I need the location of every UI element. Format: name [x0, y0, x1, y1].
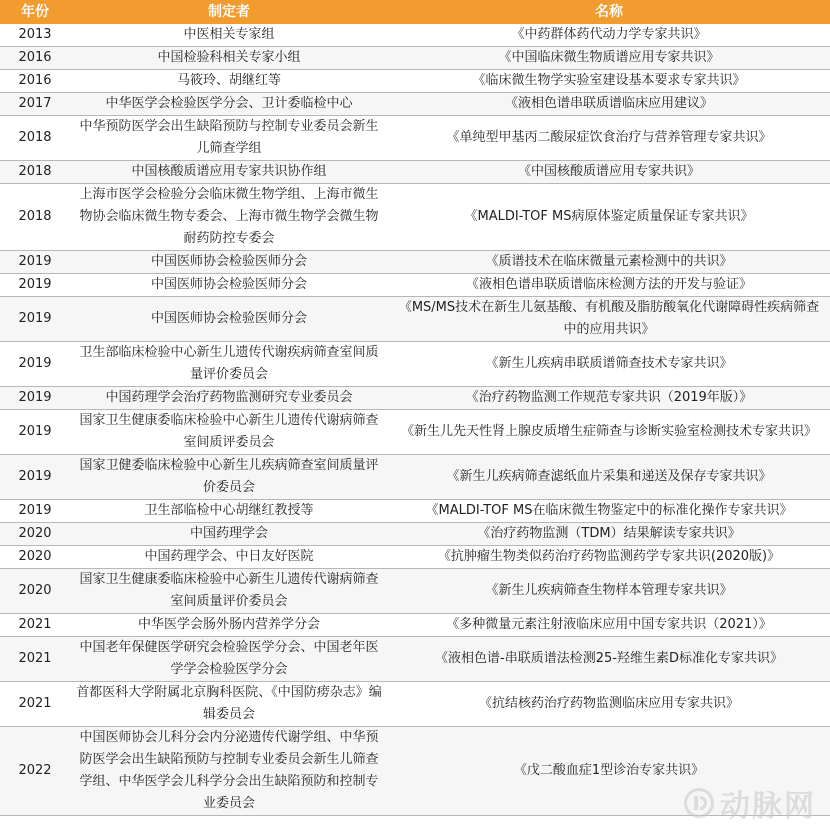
cell-org: 中医相关专家组 — [183, 27, 275, 42]
cell-name: 《液相色谱串联质谱临床检测方法的开发与验证》 — [465, 277, 752, 292]
table-row — [0, 727, 830, 816]
cell-name: 《中国核酸质谱应用专家共识》 — [517, 164, 700, 179]
table-row — [0, 184, 830, 251]
cell-org: 首都医科大学附属北京胸科医院、《中国防痨杂志》编辑委员会 — [76, 685, 382, 722]
table-row — [0, 47, 830, 70]
cell-org: 中国核酸质谱应用专家共识协作组 — [131, 164, 327, 179]
cell-year: 2020 — [18, 549, 52, 564]
table-row — [0, 569, 830, 614]
cell-name: 《抗肿瘤生物类似药治疗药物监测药学专家共识(2020版)》 — [437, 549, 781, 564]
cell-year: 2019 — [18, 356, 52, 371]
header-name: 名称 — [595, 4, 623, 20]
cell-org: 中国医师协会检验医师分会 — [150, 277, 307, 292]
cell-name: 《临床微生物学实验室建设基本要求专家共识》 — [472, 73, 746, 88]
table-row — [0, 251, 830, 274]
table-header — [0, 0, 830, 24]
watermark-text: 动脉网 — [720, 789, 816, 824]
cell-name: 《新生儿疾病串联质谱筛查技术专家共识》 — [485, 356, 733, 371]
cell-year: 2021 — [18, 696, 52, 711]
cell-org: 国家卫生健康委临床检验中心新生儿遗传代谢病筛查室间质量评价委员会 — [79, 572, 379, 609]
table-row — [0, 342, 830, 387]
cell-year: 2019 — [18, 311, 52, 326]
cell-name: 《治疗药物监测（TDM）结果解读专家共识》 — [477, 526, 741, 541]
cell-org: 上海市医学会检验分会临床微生物学组、上海市微生物协会临床微生物专委会、上海市微生物学会微生物耐药防控专委会 — [79, 187, 379, 246]
cell-year: 2019 — [18, 424, 52, 439]
cell-org: 马筱玲、胡继红等 — [176, 73, 281, 88]
cell-name: 《中药群体药代动力学专家共识》 — [511, 27, 707, 42]
cell-name: 《戊二酸血症1型诊治专家共识》 — [513, 763, 705, 778]
cell-year: 2018 — [18, 164, 52, 179]
table-row — [0, 274, 830, 297]
cell-name: 《抗结核药治疗药物监测临床应用专家共识》 — [478, 696, 739, 711]
cell-year: 2018 — [18, 209, 52, 224]
cell-year: 2022 — [18, 763, 52, 778]
cell-name: 《单纯型甲基丙二酸尿症饮食治疗与营养管理专家共识》 — [446, 130, 772, 145]
cell-org: 中国检验科相关专家小组 — [157, 50, 301, 65]
table-row — [0, 24, 830, 47]
cell-name: 《多种微量元素注射液临床应用中国专家共识（2021）》 — [446, 617, 772, 632]
cell-year: 2020 — [18, 583, 52, 598]
cell-year: 2017 — [18, 96, 52, 111]
cell-year: 2019 — [18, 390, 52, 405]
cell-name: 《MALDI-TOF MS病原体鉴定质量保证专家共识》 — [464, 209, 754, 224]
cell-org: 中华预防医学会出生缺陷预防与控制专业委员会新生儿筛查学组 — [79, 119, 379, 156]
table-row — [0, 297, 830, 342]
cell-name: 《新生儿疾病筛查生物样本管理专家共识》 — [485, 583, 733, 598]
table-row — [0, 70, 830, 93]
cell-org: 中国药理学会 — [189, 526, 268, 541]
cell-name: 《新生儿先天性肾上腺皮质增生症筛查与诊断实验室检测技术专家共识》 — [400, 424, 817, 439]
cell-org: 国家卫生健康委临床检验中心新生儿遗传代谢病筛查室间质评委员会 — [79, 413, 379, 450]
table-row — [0, 387, 830, 410]
cell-org: 中国药理学会治疗药物监测研究专业委员会 — [105, 390, 353, 405]
cell-year: 2019 — [18, 469, 52, 484]
table-row — [0, 637, 830, 682]
cell-year: 2013 — [18, 27, 52, 42]
cell-name: 《液相色谱-串联质谱法检测25-羟维生素D标准化专家共识》 — [435, 651, 783, 666]
cell-year: 2018 — [18, 130, 52, 145]
cell-org: 中国医师协会检验医师分会 — [150, 311, 307, 326]
table-row — [0, 161, 830, 184]
cell-name: 《MALDI-TOF MS在临床微生物鉴定中的标准化操作专家共识》 — [425, 503, 793, 518]
cell-year: 2019 — [18, 503, 52, 518]
header-org: 制定者 — [208, 4, 250, 20]
header-year: 年份 — [21, 4, 49, 20]
table-row — [0, 116, 830, 161]
cell-org: 国家卫健委临床检验中心新生儿疾病筛查室间质量评价委员会 — [79, 458, 379, 495]
table-row — [0, 682, 830, 727]
cell-org: 中国医师协会儿科分会内分泌遗传代谢学组、中华预防医学会出生缺陷预防与控制专业委员会新生儿筛查学组、中华医学会儿科学分会出生缺陷预防和控制专业委员会 — [79, 730, 379, 811]
table-row — [0, 500, 830, 523]
cell-year: 2021 — [18, 651, 52, 666]
cell-org: 中国药理学会、中日友好医院 — [144, 549, 314, 564]
cell-year: 2019 — [18, 277, 52, 292]
cell-org: 中华医学会检验医学分会、卫计委临检中心 — [105, 96, 353, 111]
table-row — [0, 410, 830, 455]
cell-name: 《治疗药物监测工作规范专家共识（2019年版）》 — [465, 390, 753, 405]
cell-org: 中国老年保健医学研究会检验医学分会、中国老年医学学会检验医学分会 — [79, 640, 379, 677]
cell-name: 《中国临床微生物质谱应用专家共识》 — [498, 50, 720, 65]
cell-year: 2016 — [18, 73, 52, 88]
table-row — [0, 614, 830, 637]
cell-year: 2021 — [18, 617, 52, 632]
cell-org: 卫生部临检中心胡继红教授等 — [144, 503, 314, 518]
table-row — [0, 546, 830, 569]
header-row — [0, 0, 830, 24]
cell-year: 2020 — [18, 526, 52, 541]
cell-year: 2019 — [18, 254, 52, 269]
table-row — [0, 455, 830, 500]
table-row — [0, 93, 830, 116]
cell-name: 《MS/MS技术在新生儿氨基酸、有机酸及脂肪酸氧化代谢障碍性疾病筛查中的应用共识》 — [398, 300, 820, 337]
cell-name: 《质谱技术在临床微量元素检测中的共识》 — [485, 254, 733, 269]
cell-org: 中国医师协会检验医师分会 — [150, 254, 307, 269]
table-row — [0, 523, 830, 546]
table-body — [0, 24, 830, 816]
cell-name: 《新生儿疾病筛查滤纸血片采集和递送及保存专家共识》 — [446, 469, 772, 484]
cell-name: 《液相色谱串联质谱临床应用建议》 — [504, 96, 713, 111]
cell-org: 卫生部临床检验中心新生儿遗传代谢疾病筛查室间质量评价委员会 — [79, 345, 379, 382]
cell-year: 2016 — [18, 50, 52, 65]
cell-org: 中华医学会肠外肠内营养学分会 — [137, 617, 320, 632]
